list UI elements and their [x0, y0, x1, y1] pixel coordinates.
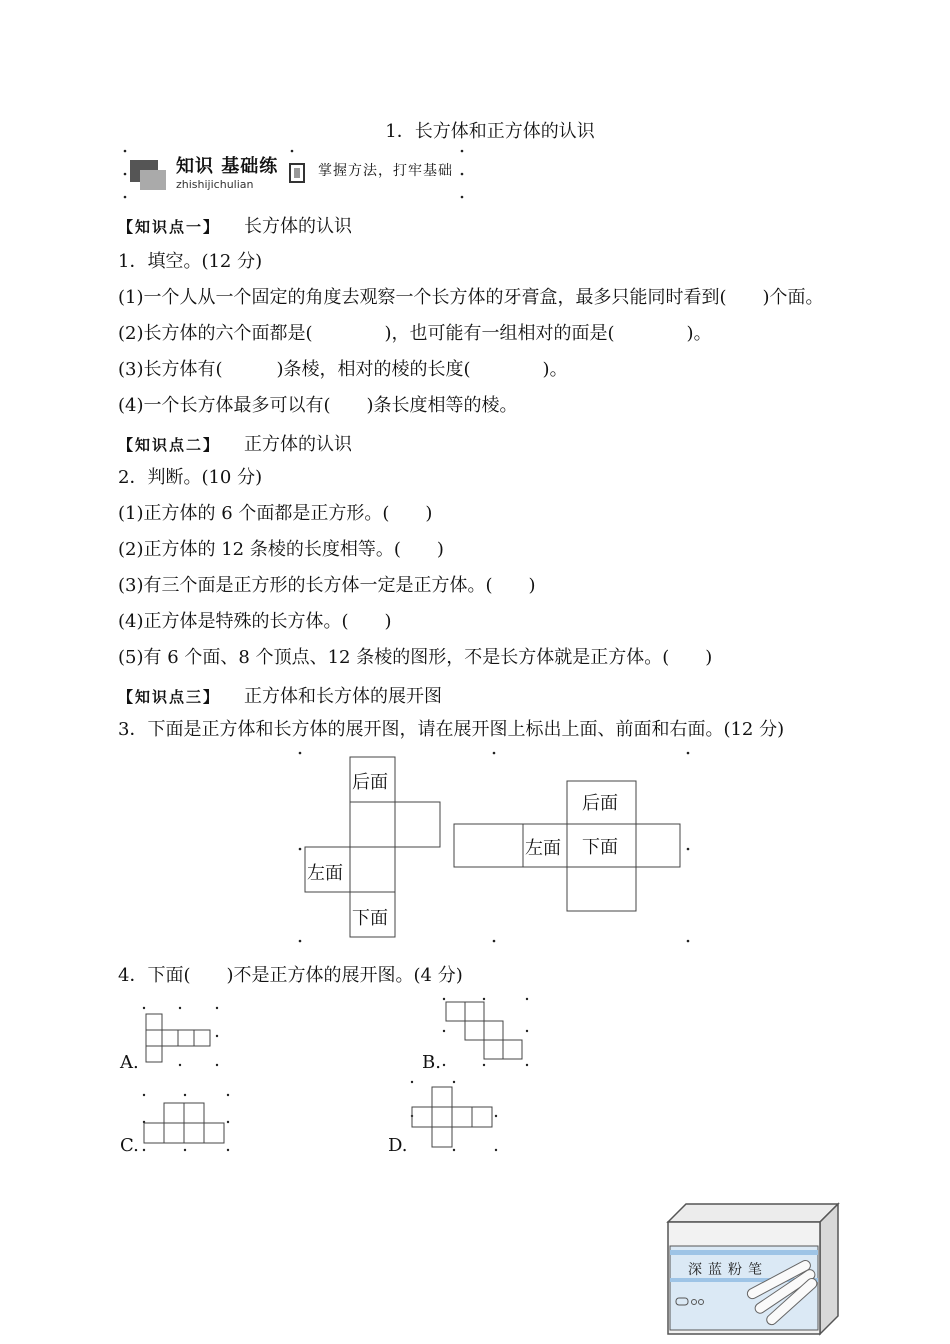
option-c-label: C.: [120, 1135, 139, 1156]
q1-item-2: (2)长方体的六个面都是( )，也可能有一组相对的面是( )。: [118, 323, 712, 344]
knowledge-point-3: [118, 682, 442, 708]
q1-item-4: (4)一个长方体最多可以有( )条长度相等的棱。: [118, 395, 518, 416]
cuboid-net: [454, 781, 680, 911]
chalk-box-illustration: [660, 1196, 844, 1336]
option-d-label: D.: [388, 1135, 408, 1156]
banner-light-square-icon: [140, 170, 166, 190]
q2-item-1: (1)正方体的 6 个面都是正方形。( ): [118, 503, 433, 524]
cuboid-net-face: [636, 824, 680, 867]
knowledge-point-2: [118, 430, 352, 456]
q3-head: 3．下面是正方体和长方体的展开图，请在展开图上标出上面、前面和右面。(12 分): [118, 719, 785, 740]
cube-net-face: [350, 847, 395, 892]
option-b-net: [436, 995, 536, 1071]
q1-item-1: (1)一个人从一个固定的角度去观察一个长方体的牙膏盒，最多只能同时看到( )个面。: [118, 287, 824, 308]
kp3-title: 正方体和长方体的展开图: [244, 686, 443, 707]
cuboid-net-bottom-label: 下面: [582, 837, 618, 858]
cube-net-face: [350, 802, 395, 847]
kp1-title: 长方体的认识: [244, 216, 353, 237]
knowledge-point-1: [118, 212, 352, 238]
option-a-net: [140, 1005, 225, 1071]
cuboid-net-face: [454, 824, 523, 867]
option-c-net: [138, 1092, 236, 1154]
kp1-label: 【知识点一】: [118, 218, 221, 236]
banner-label: 知识 基础练: [176, 156, 279, 177]
cube-net-back-label: 后面: [352, 772, 388, 793]
q2-item-3: (3)有三个面是正方形的长方体一定是正方体。( ): [118, 575, 536, 596]
q4-head: 4．下面( )不是正方体的展开图。(4 分): [118, 965, 463, 986]
cube-net-face: [395, 802, 440, 847]
page-title: 1．长方体和正方体的认识: [385, 121, 595, 142]
q2-item-2: (2)正方体的 12 条棱的长度相等。( ): [118, 539, 444, 560]
banner-pinyin: zhishijichulian: [176, 178, 254, 191]
cuboid-net-back-label: 后面: [582, 793, 618, 814]
q2-item-4: (4)正方体是特殊的长方体。( ): [118, 611, 392, 632]
kp2-title: 正方体的认识: [244, 434, 353, 455]
chalk-box-label: 深蓝粉笔: [688, 1262, 768, 1278]
q1-item-3: (3)长方体有( )条棱，相对的棱的长度( )。: [118, 359, 568, 380]
option-a-label: A.: [120, 1052, 139, 1073]
q2-head: 2．判断。(10 分): [118, 467, 263, 488]
q1-head: 1．填空。(12 分): [118, 251, 263, 272]
cuboid-net-face: [567, 867, 636, 911]
option-b-label: B.: [422, 1052, 441, 1073]
cuboid-net-left-label: 左面: [525, 838, 561, 859]
kp3-label: 【知识点三】: [118, 688, 221, 706]
banner-slogan: 掌握方法，打牢基础: [318, 163, 453, 179]
cube-net-left-label: 左面: [307, 863, 343, 884]
option-d-net: [406, 1078, 504, 1156]
cube-net-bottom-label: 下面: [352, 908, 388, 929]
q2-item-5: (5)有 6 个面、8 个顶点、12 条棱的图形，不是长方体就是正方体。( ): [118, 647, 713, 668]
kp2-label: 【知识点二】: [118, 436, 221, 454]
